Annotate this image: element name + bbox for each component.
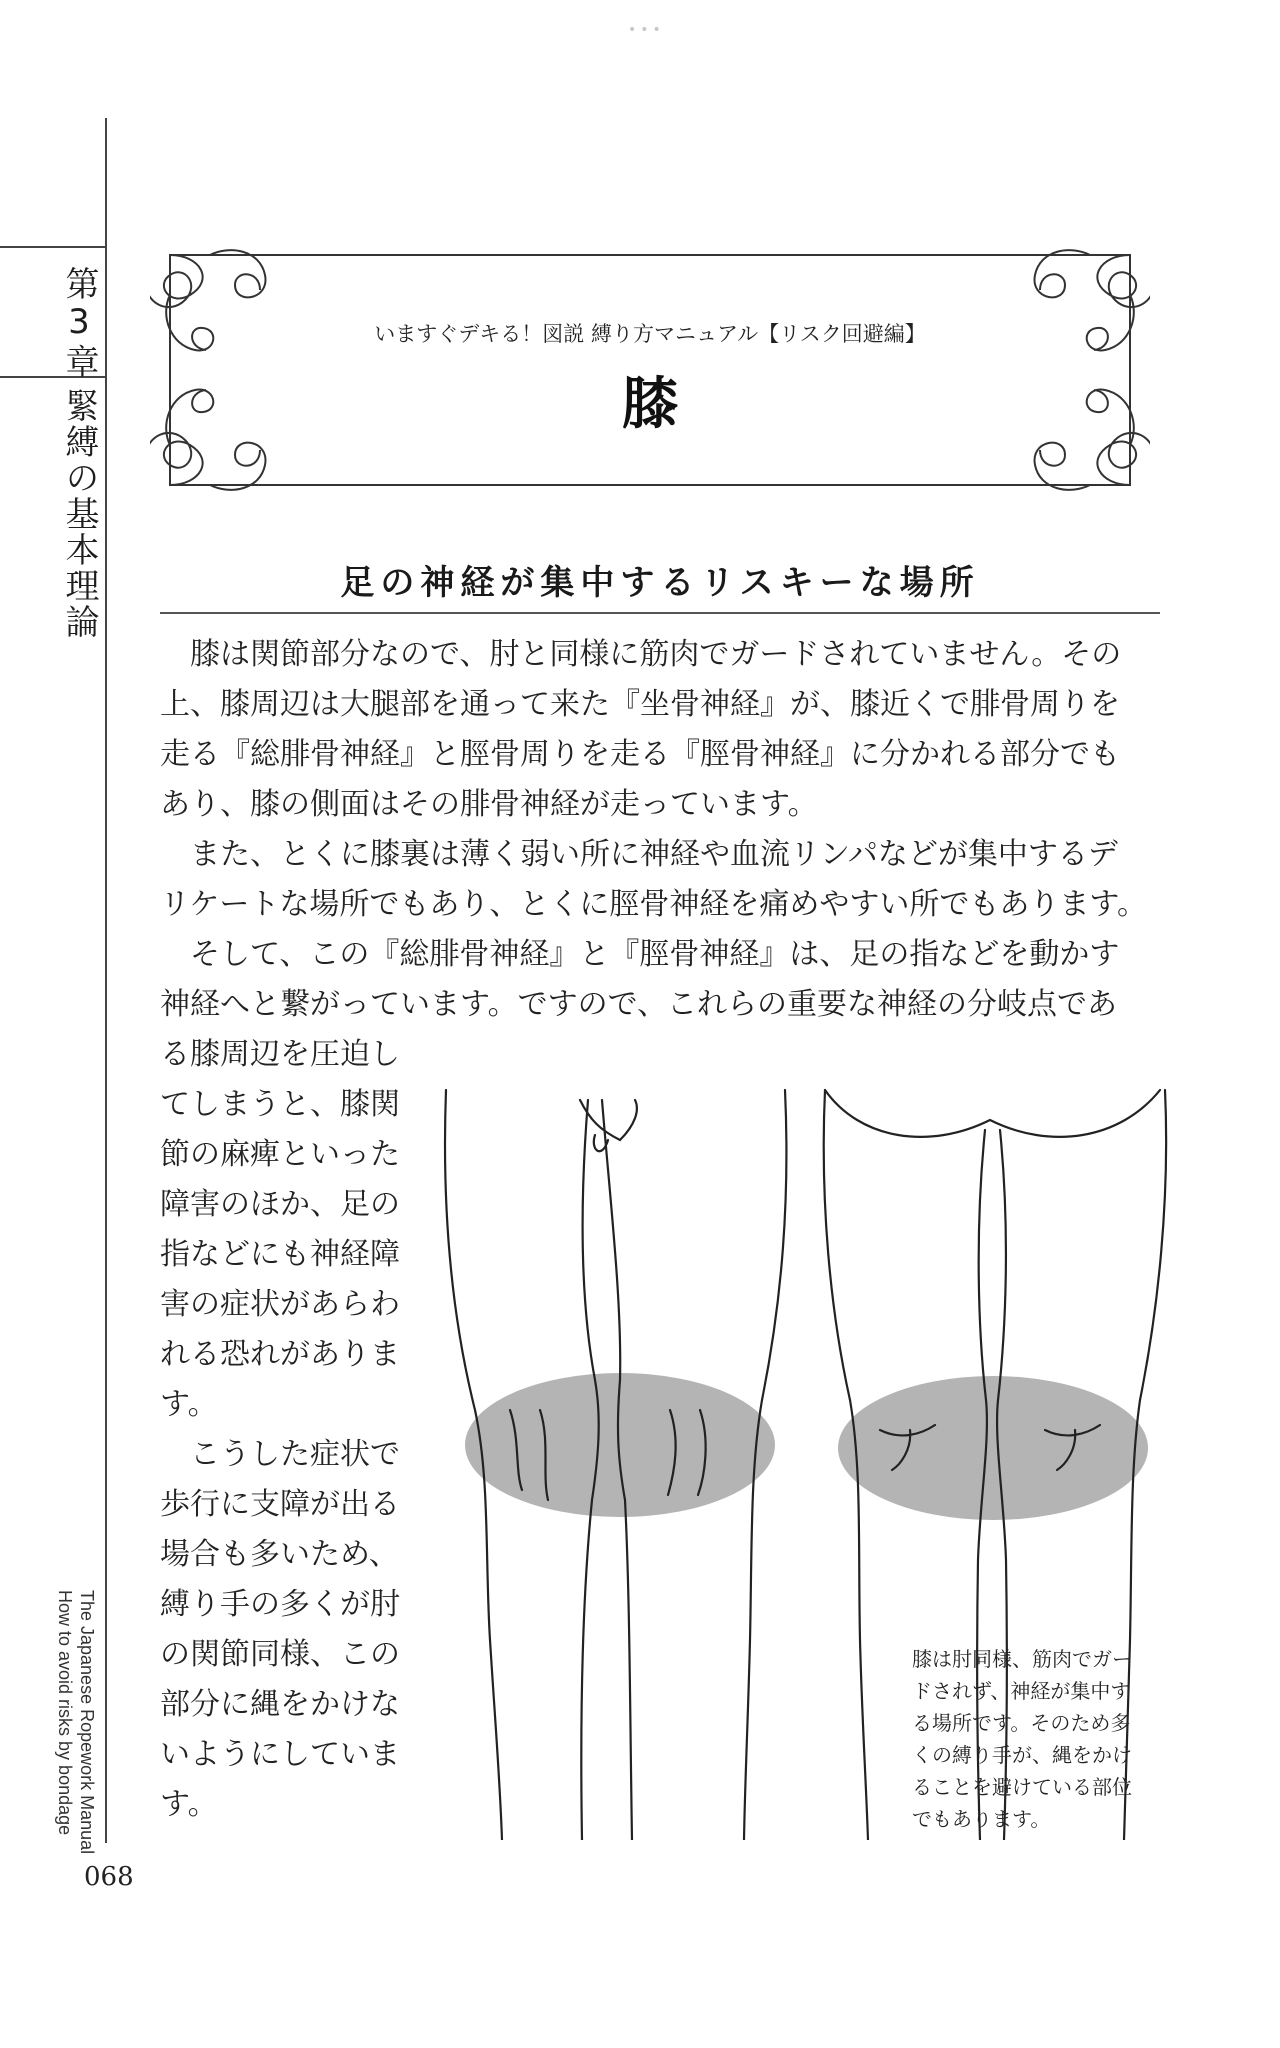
body-line: リケートな場所でもあり、とくに脛骨神経を痛めやすい所でもあります。	[160, 887, 1147, 922]
body-line: そして、この『総腓骨神経』と『脛骨神経』は、足の指などを動かす	[160, 937, 1120, 972]
body-line: 膝は関節部分なので、肘と同様に筋肉でガードされていません。その	[160, 637, 1122, 672]
column-line: す。	[160, 1387, 218, 1422]
column-line: こうした症状で	[160, 1437, 400, 1472]
figure-caption	[912, 1643, 1132, 1835]
column-line: いようにしていま	[160, 1737, 400, 1772]
column-line: 害の症状があらわ	[160, 1287, 400, 1322]
heading-rule	[160, 612, 1160, 614]
body-line: また、とくに膝裏は薄く弱い所に神経や血流リンパなどが集中するデ	[160, 837, 1118, 872]
column-line: 障害のほか、足の	[160, 1187, 400, 1222]
body-line: あり、膝の側面はその腓骨神経が走っています。	[160, 787, 818, 822]
knee-highlight-back	[838, 1376, 1148, 1520]
column-line: 歩行に支障が出る	[160, 1487, 400, 1522]
column-line: 指などにも神経障	[160, 1237, 400, 1272]
column-line: す。	[160, 1787, 218, 1822]
column-line: 部分に縄をかけな	[160, 1687, 400, 1722]
caption-line: でもあります。	[912, 1807, 1051, 1831]
chapter-title: 緊縛の基本理論	[59, 388, 99, 640]
column-line: てしまうと、膝関	[160, 1087, 400, 1122]
column-line: れる恐れがありま	[160, 1337, 400, 1372]
body-line: 走る『総腓骨神経』と脛骨周りを走る『脛骨神経』に分かれる部分でも	[160, 737, 1120, 772]
caption-line: る場所です。そのため多	[912, 1711, 1131, 1735]
column-line: 節の麻痺といった	[160, 1137, 400, 1172]
menu-dots-icon[interactable]: •••	[628, 22, 665, 38]
column-line: る膝周辺を圧迫し	[160, 1037, 400, 1072]
book-subtitle-english: How to avoid risks by bondage	[55, 1590, 75, 1836]
narrow-text-column	[160, 1030, 420, 1830]
column-line: 場合も多いため、	[160, 1537, 399, 1572]
caption-line: ることを避けている部位	[912, 1775, 1132, 1799]
caption-line: 膝は肘同様、筋肉でガー	[912, 1647, 1132, 1671]
caption-line: ドされず、神経が集中す	[912, 1679, 1131, 1703]
body-line: 神経へと繋がっています。ですので、これらの重要な神経の分岐点であ	[160, 987, 1117, 1022]
chapter-label: 第3章	[59, 266, 99, 380]
tab-rule-top	[0, 246, 106, 248]
book-title-english: The Japanese Ropework Manual	[77, 1590, 97, 1855]
series-kicker: いますぐデキる！図説 縛り方マニュアル【リスク回避編】	[374, 322, 926, 346]
caption-line: くの縛り手が、縄をかけ	[912, 1743, 1132, 1767]
column-line: の関節同様、この	[160, 1637, 400, 1672]
column-line: 縛り手の多くが肘	[160, 1587, 400, 1622]
page-number: 068	[84, 1862, 134, 1892]
page-title: 膝	[622, 372, 678, 437]
body-line: 上、膝周辺は大腿部を通って来た『坐骨神経』が、膝近くで腓骨周りを	[160, 687, 1120, 722]
section-heading: 足の神経が集中するリスキーな場所	[340, 563, 980, 603]
